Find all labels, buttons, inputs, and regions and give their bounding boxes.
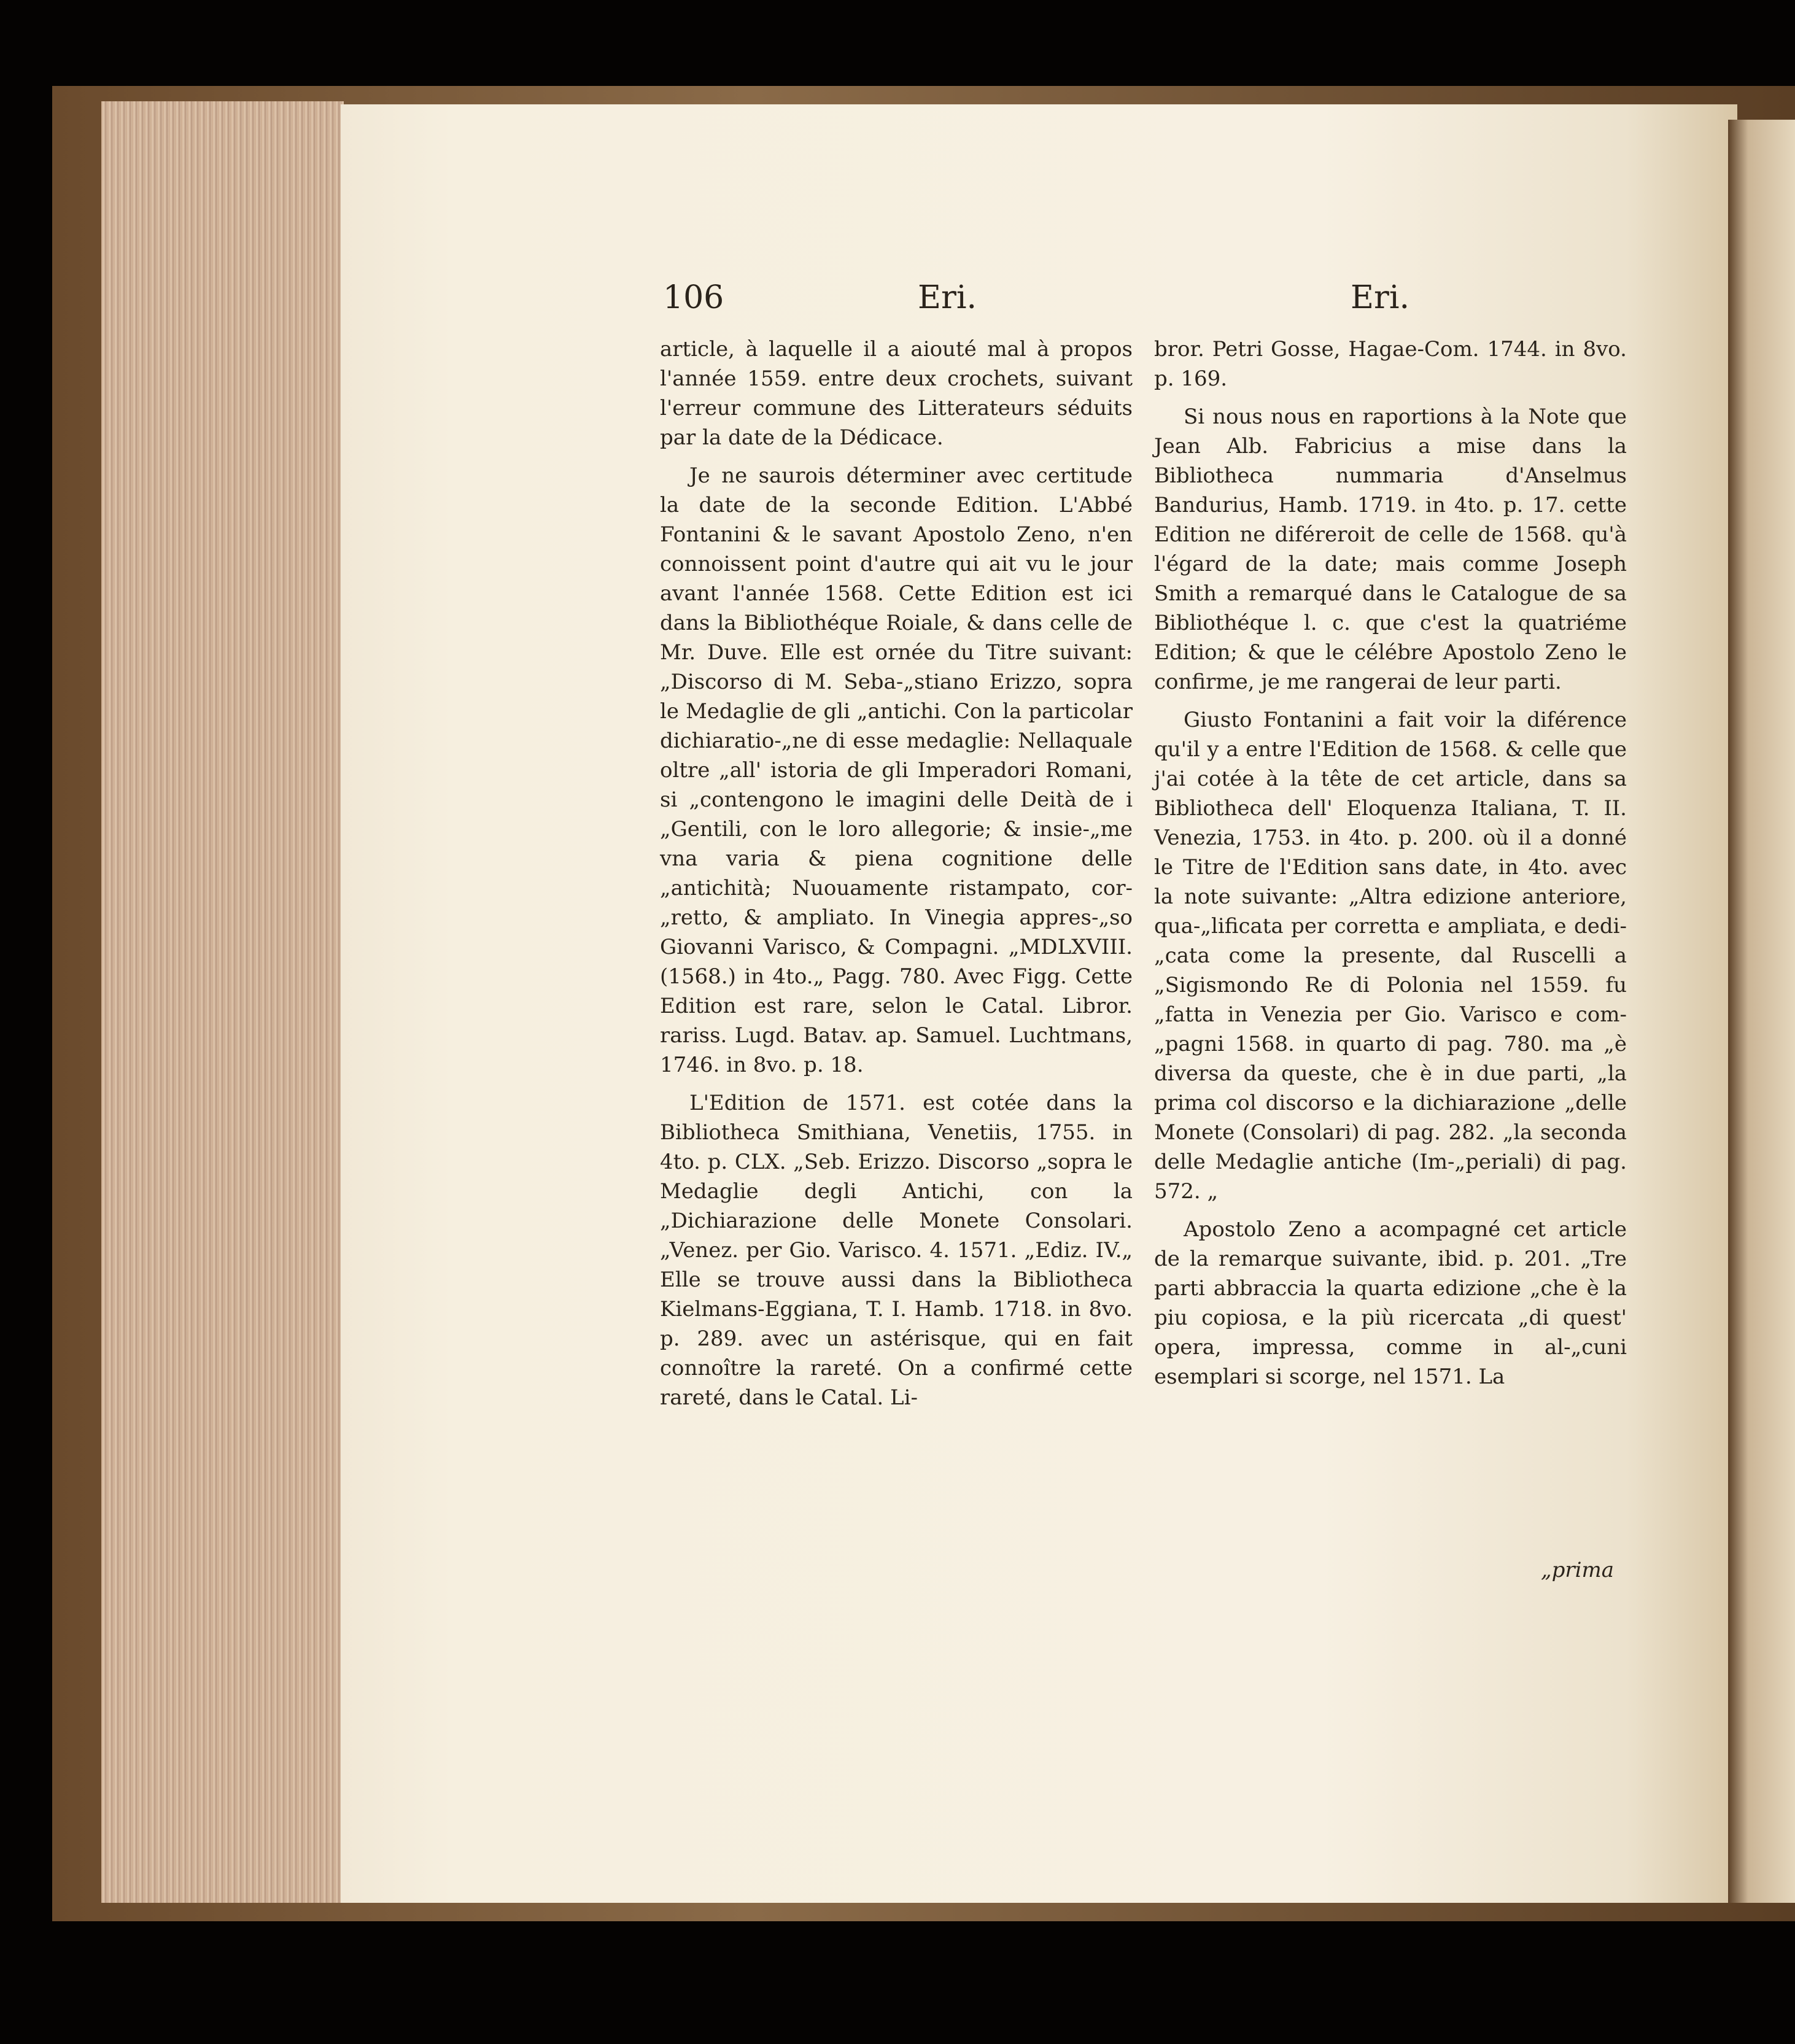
catchword: „prima bbox=[1541, 1558, 1615, 1582]
right-column bbox=[1154, 335, 1627, 1400]
running-title-left: Eri. bbox=[918, 279, 977, 316]
left-column bbox=[660, 335, 1133, 1421]
page-number: 106 bbox=[663, 279, 724, 316]
paragraph: article, à laquelle il a aiouté mal à propos l'année 1559. entre deux crochets, suivant l'erreur commune des Litterateurs séduits par la date de la Dédicace. bbox=[660, 337, 1133, 450]
paragraph: L'Edition de 1571. est cotée dans la Bibliotheca Smithiana, Venetiis, 1755. in 4to. p. CLX. „Seb. Erizzo. Discorso „sopra le Medaglie degli Antichi, con la „Dichiarazione delle Monete Consolari. „Venez. per Gio. Varisco. 4. 1571. „Ediz. IV.„ Elle se trouve aussi dans la Bibliotheca Kielmans-Eggiana, T. I. Hamb. 1718. in 8vo. p. 289. avec un astérisque, qui en fait connoître la rareté. On a confirmé cette rareté, dans le Catal. Li- bbox=[660, 1091, 1133, 1410]
paragraph: bror. Petri Gosse, Hagae-Com. 1744. in 8vo. p. 169. bbox=[1154, 337, 1627, 391]
paragraph: Si nous nous en raportions à la Note que Jean Alb. Fabricius a mise dans la Bibliotheca nummaria d'Anselmus Bandurius, Hamb. 1719. in 4to. p. 17. cette Edition ne diféreroit de celle de 1568. qu'à l'égard de la date; mais comme Joseph Smith a remarqué dans le Catalogue de sa Bibliothéque l. c. que c'est la quatriéme Edition; & que le célébre Apostolo Zeno le confirme, je me rangerai de leur parti. bbox=[1154, 405, 1627, 694]
page-edges bbox=[101, 101, 344, 1903]
paragraph: Apostolo Zeno a acompagné cet article de la remarque suivante, ibid. p. 201. „Tre parti abbraccia la quarta edizione „che è la piu copiosa, e la più ricercata „di quest' opera, impressa, comme in al-„cuni esemplari si scorge, nel 1571. La bbox=[1154, 1217, 1627, 1389]
running-title-right: Eri. bbox=[1351, 279, 1409, 316]
paragraph: Je ne saurois déterminer avec certitude la date de la seconde Edition. L'Abbé Fontanini & le savant Apostolo Zeno, n'en connoissent point d'autre qui ait vu le jour avant l'année 1568. Cette Edition est ici dans la Bibliothéque Roiale, & dans celle de Mr. Duve. Elle est ornée du Titre suivant: „Discorso di M. Seba-„stiano Erizzo, sopra le Medaglie de gli „antichi. Con la particolar dichiaratio-„ne di esse medaglie: Nellaquale oltre „all' istoria de gli Imperadori Romani, si „contengono le imagini delle Deità de i „Gentili, con le loro allegorie; & insie-„me vna varia & piena cognitione delle „antichità; Nuouamente ristampato, cor-„retto, & ampliato. In Vinegia appres-„so Giovanni Varisco, & Compagni. „MDLXVIII. (1568.) in 4to.„ Pagg. 780. Avec Figg. Cette Edition est rare, selon le Catal. Libror. rariss. Lugd. Batav. ap. Samuel. Luchtmans, 1746. in 8vo. p. 18. bbox=[660, 463, 1133, 1077]
facing-page-edge bbox=[1728, 120, 1795, 1903]
paragraph: Giusto Fontanini a fait voir la diférence qu'il y a entre l'Edition de 1568. & celle que j'ai cotée à la tête de cet article, dans sa Bibliotheca dell' Eloquenza Italiana, T. II. Venezia, 1753. in 4to. p. 200. où il a donné le Titre de l'Edition sans date, in 4to. avec la note suivante: „Altra edizione anteriore, qua-„lificata per corretta e ampliata, e dedi-„cata come la presente, dal Ruscelli a „Sigismondo Re di Polonia nel 1559. fu „fatta in Venezia per Gio. Varisco e com-„pagni 1568. in quarto di pag. 780. ma „è diversa da queste, che è in due parti, „la prima col discorso e la dichiarazione „delle Monete (Consolari) di pag. 282. „la seconda delle Medaglie antiche (Im-„periali) di pag. 572. „ bbox=[1154, 708, 1627, 1204]
